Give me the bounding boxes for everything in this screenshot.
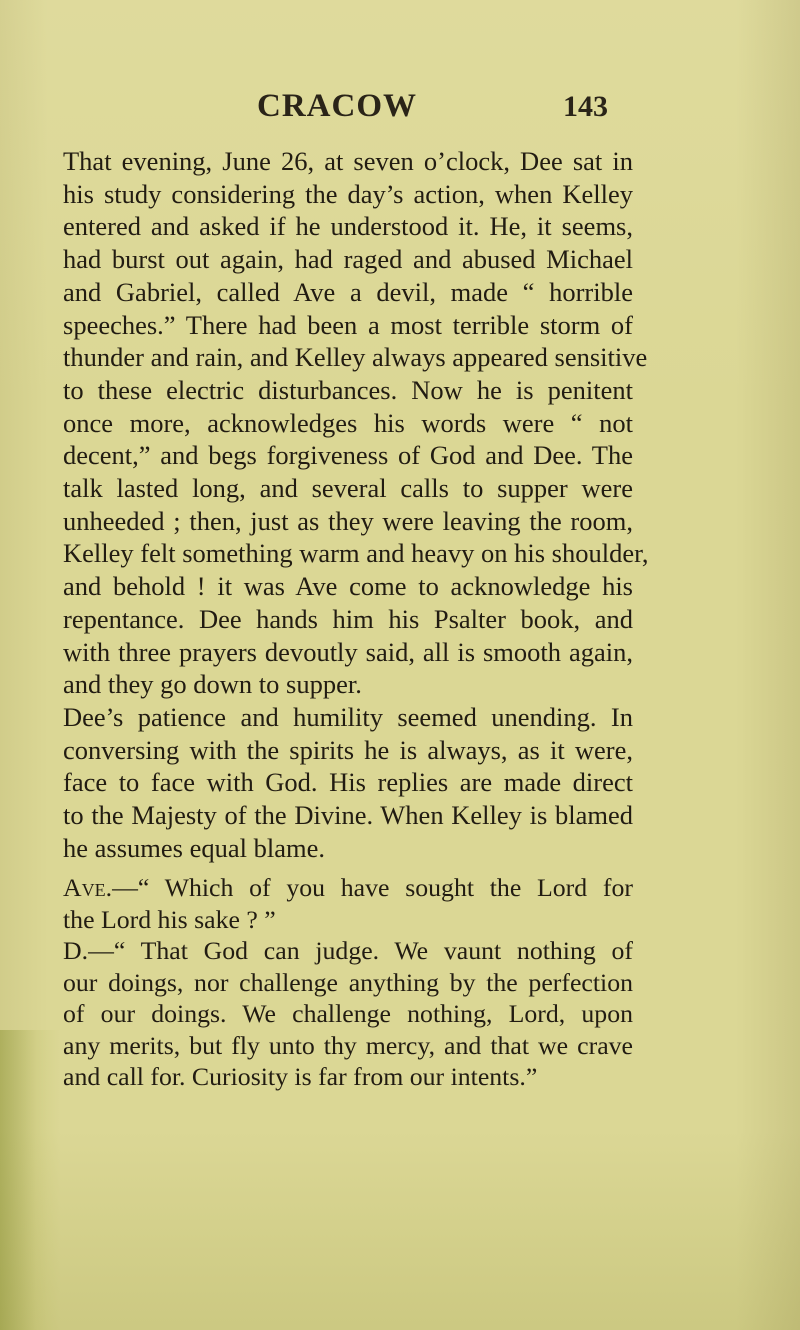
text-line: face to face with God. His replies are made direct [63, 767, 633, 798]
text-line: That evening, June 26, at seven o’clock, Dee sat in [63, 146, 633, 176]
text-line: speeches.” There had been a most terrible storm of [63, 309, 633, 340]
text-line: Dee’s patience and humility seemed unending. In [63, 701, 633, 732]
text-line: talk lasted long, and several calls to supper were [63, 473, 633, 504]
text-line: and behold ! it was Ave come to acknowledge his [63, 571, 633, 602]
dialogue-line: our doings, nor challenge anything by the perfection [63, 967, 633, 997]
paragraph-spacer [63, 864, 633, 872]
body-text [63, 145, 649, 1093]
text-line: repentance. Dee hands him his Psalter book, and [63, 603, 633, 634]
text-line: entered and asked if he understood it. He, it seems, [63, 211, 633, 242]
dialogue-ave [63, 872, 633, 935]
text-line: and they go down to supper. [63, 669, 362, 700]
dialogue-line: any merits, but fly unto thy mercy, and that we crave [63, 1030, 633, 1060]
dialogue-line: and call for. Curiosity is far from our intents.” [63, 1062, 538, 1092]
chapter-title: CRACOW [257, 88, 417, 124]
text-line: Kelley felt something warm and heavy on his shoulder, [63, 538, 649, 569]
page-number: 143 [563, 90, 608, 123]
running-header [0, 88, 800, 132]
text-line: had burst out again, had raged and abused Michael [63, 244, 633, 275]
speaker-name: Ave. [63, 873, 113, 903]
paragraph-patience [63, 701, 633, 865]
text-line: unheeded ; then, just as they were leaving the room, [63, 505, 633, 536]
text-line: conversing with the spirits he is always, as it were, [63, 734, 633, 765]
text-line: to the Majesty of the Divine. When Kelley is blamed [63, 800, 633, 831]
text-line: once more, acknowledges his words were “ not [63, 407, 633, 438]
dialogue-line [63, 872, 633, 904]
text-line: thunder and rain, and Kelley always appeared sensitive [63, 342, 648, 373]
dialogue-text: —“ Which of you have sought the Lord for [112, 873, 633, 903]
dialogue-line: of our doings. We challenge nothing, Lord, upon [63, 999, 633, 1029]
paragraph-evening [63, 145, 649, 701]
dialogue-dee [63, 935, 633, 1093]
dialogue-line: the Lord his sake ? ” [63, 904, 276, 934]
text-line: and Gabriel, called Ave a devil, made “ horrible [63, 276, 633, 307]
text-line: decent,” and begs forgiveness of God and Dee. The [63, 440, 633, 471]
text-line: he assumes equal blame. [63, 832, 325, 863]
text-line: to these electric disturbances. Now he is penitent [63, 374, 633, 405]
page-edge-shading [0, 1030, 60, 1330]
text-line: with three prayers devoutly said, all is smooth again, [63, 636, 633, 667]
text-line: his study considering the day’s action, when Kelley [63, 178, 633, 209]
dialogue-line: D.—“ That God can judge. We vaunt nothing of [63, 936, 633, 966]
